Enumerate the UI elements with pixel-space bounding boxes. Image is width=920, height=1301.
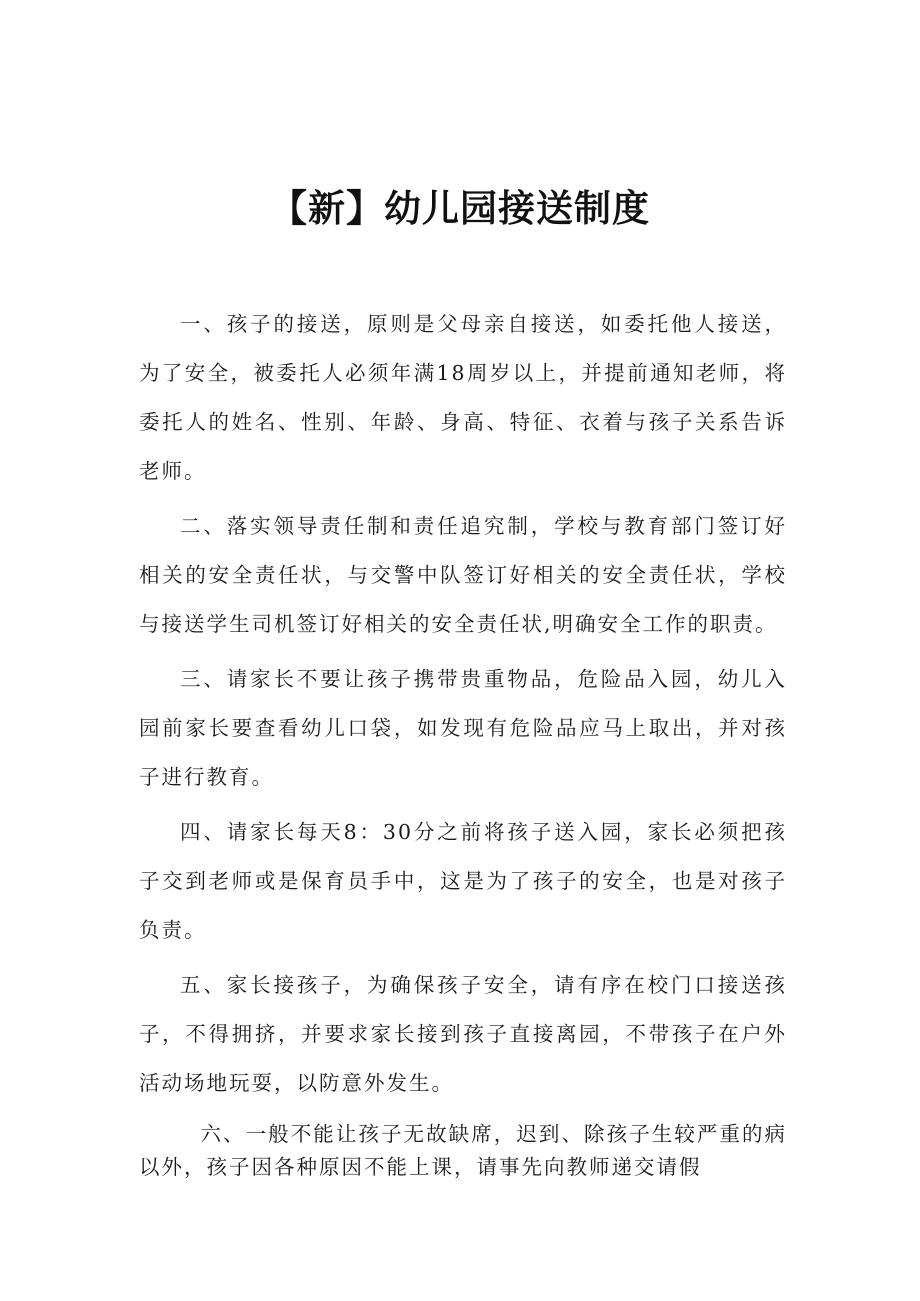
paragraph-valuables: 三、请家长不要让孩子携带贵重物品，危险品入园，幼儿入园前家长要查看幼儿口袋，如发现有危险品应马上取出，并对孩子进行教育。 — [139, 667, 787, 789]
document-title: 【新】幼儿园接送制度 — [270, 187, 650, 230]
paragraph-dropoff-time: 四、请家长每天8：30分之前将孩子送入园，家长必须把孩子交到老师或是保育员手中，这是为了孩子的安全，也是对孩子负责。 — [139, 820, 787, 942]
paragraph-pickup-principle: 一、孩子的接送，原则是父母亲自接送，如委托他人接送，为了安全，被委托人必须年满18周岁以上，并提前通知老师，将委托人的姓名、性别、年龄、身高、特征、衣着与孩子关系告诉老师。 — [139, 312, 787, 483]
paragraph-responsibility: 二、落实领导责任制和责任追究制，学校与教育部门签订好相关的安全责任状，与交警中队签订好相关的安全责任状，学校与接送学生司机签订好相关的安全责任状,明确安全工作的职责。 — [139, 514, 787, 636]
paragraph-orderly-pickup: 五、家长接孩子，为确保孩子安全，请有序在校门口接送孩子，不得拥挤，并要求家长接到孩子直接离园，不带孩子在户外活动场地玩耍，以防意外发生。 — [139, 973, 787, 1095]
document-body — [139, 300, 787, 1190]
paragraph-absence: 六、一般不能让孩子无故缺席，迟到、除孩子生较严重的病以外，孩子因各种原因不能上课，请事先向教师递交请假 — [139, 1122, 787, 1179]
